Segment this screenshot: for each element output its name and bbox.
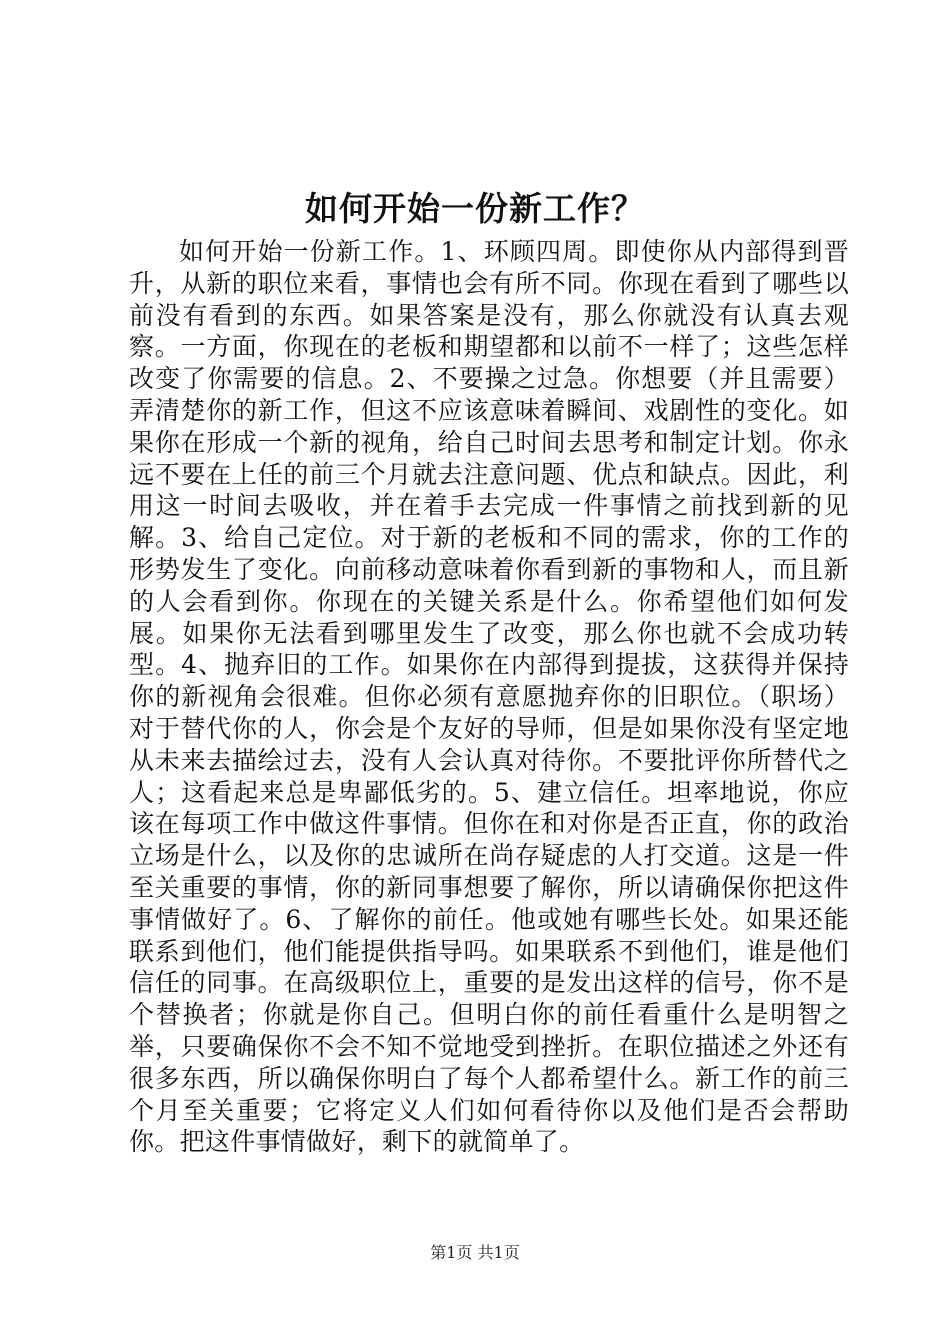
- document-body-paragraph: 如何开始一份新工作。1、环顾四周。即使你从内部得到晋升，从新的职位来看，事情也会有所不同。你现在看到了哪些以前没有看到的东西。如果答案是没有，那么你就没有认真去观察。一方面，你现在的老板和期望都和以前不一样了；这些怎样改变了你需要的信息。2、不要操之过急。你想要（并且需要）弄清楚你的新工作，但这不应该意味着瞬间、戏剧性的变化。如果你在形成一个新的视角，给自己时间去思考和制定计划。你永远不要在上任的前三个月就去注意问题、优点和缺点。因此，利用这一时间去吸收，并在着手去完成一件事情之前找到新的见解。3、给自己定位。对于新的老板和不同的需求，你的工作的形势发生了变化。向前移动意味着你看到新的事物和人，而且新的人会看到你。你现在的关键关系是什么。你希望他们如何发展。如果你无法看到哪里发生了改变，那么你也就不会成功转型。4、抛弃旧的工作。如果你在内部得到提拔，这获得并保持你的新视角会很难。但你必须有意愿抛弃你的旧职位。（职场）对于替代你的人，你会是个友好的导师，但是如果你没有坚定地从未来去描绘过去，没有人会认真对待你。不要批评你所替代之人；这看起来总是卑鄙低劣的。5、建立信任。坦率地说，你应该在每项工作中做这件事情。但你在和对你是否正直，你的政治立场是什么，以及你的忠诚所在尚存疑虑的人打交道。这是一件至关重要的事情，你的新同事想要了解你，所以请确保你把这件事情做好了。6、了解你的前任。他或她有哪些长处。如果还能联系到他们，他们能提供指导吗。如果联系不到他们，谁是他们信任的同事。在高级职位上，重要的是发出这样的信号，你不是个替换者；你就是你自己。但明白你的前任看重什么是明智之举，只要确保你不会不知不觉地受到挫折。在职位描述之外还有很多东西，所以确保你明白了每个人都希望什么。新工作的前三个月至关重要；它将定义人们如何看待你以及他们是否会帮助你。把这件事情做好，剩下的就简单了。: [129, 237, 849, 1157]
- document-title: 如何开始一份新工作？: [305, 189, 645, 228]
- page-number-footer: 第1页 共1页: [430, 1243, 520, 1262]
